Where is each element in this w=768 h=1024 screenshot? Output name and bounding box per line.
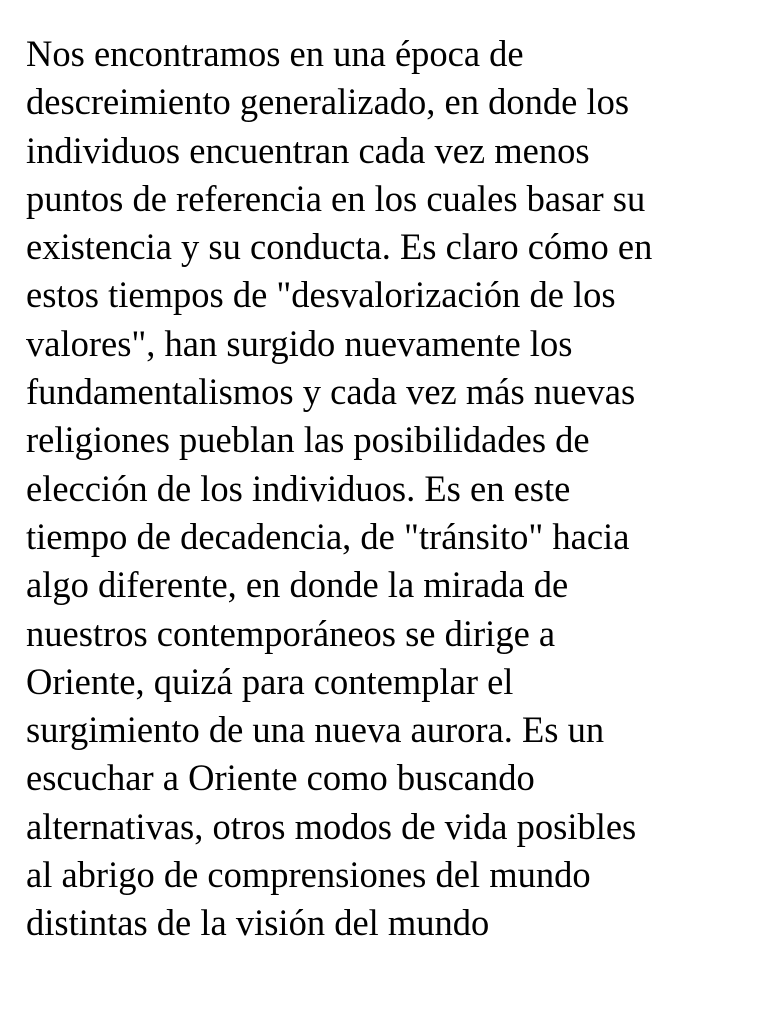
text-line: Nos encontramos en una época de <box>26 33 524 74</box>
text-line: descreimiento generalizado, en donde los <box>26 81 630 123</box>
text-line: fundamentalismos y cada vez más nuevas <box>26 371 636 413</box>
body-paragraph <box>26 30 756 948</box>
text-line: Oriente, quizá para contemplar el <box>26 660 514 702</box>
text-line: escuchar a Oriente como buscando <box>26 757 535 799</box>
text-line: valores", han surgido nuevamente los <box>26 322 573 364</box>
text-line: tiempo de decadencia, de "tránsito" hacia <box>26 515 630 557</box>
text-line: existencia y su conducta. Es claro cómo en <box>26 226 653 268</box>
text-line: surgimiento de una nueva aurora. Es un <box>26 709 605 751</box>
text-line: al abrigo de comprensiones del mundo <box>26 854 591 896</box>
text-line: individuos encuentran cada vez menos <box>26 129 590 171</box>
text-line: alternativas, otros modos de vida posibles <box>26 805 637 847</box>
text-line: distintas de la visión del mundo <box>26 902 490 944</box>
text-line: religiones pueblan las posibilidades de <box>26 419 590 461</box>
text-line: puntos de referencia en los cuales basar su <box>26 177 646 219</box>
text-line: estos tiempos de "desvalorización de los <box>26 274 616 316</box>
text-line: elección de los individuos. Es en este <box>26 467 571 509</box>
text-line: nuestros contemporáneos se dirige a <box>26 612 556 654</box>
text-line: algo diferente, en donde la mirada de <box>26 564 569 606</box>
